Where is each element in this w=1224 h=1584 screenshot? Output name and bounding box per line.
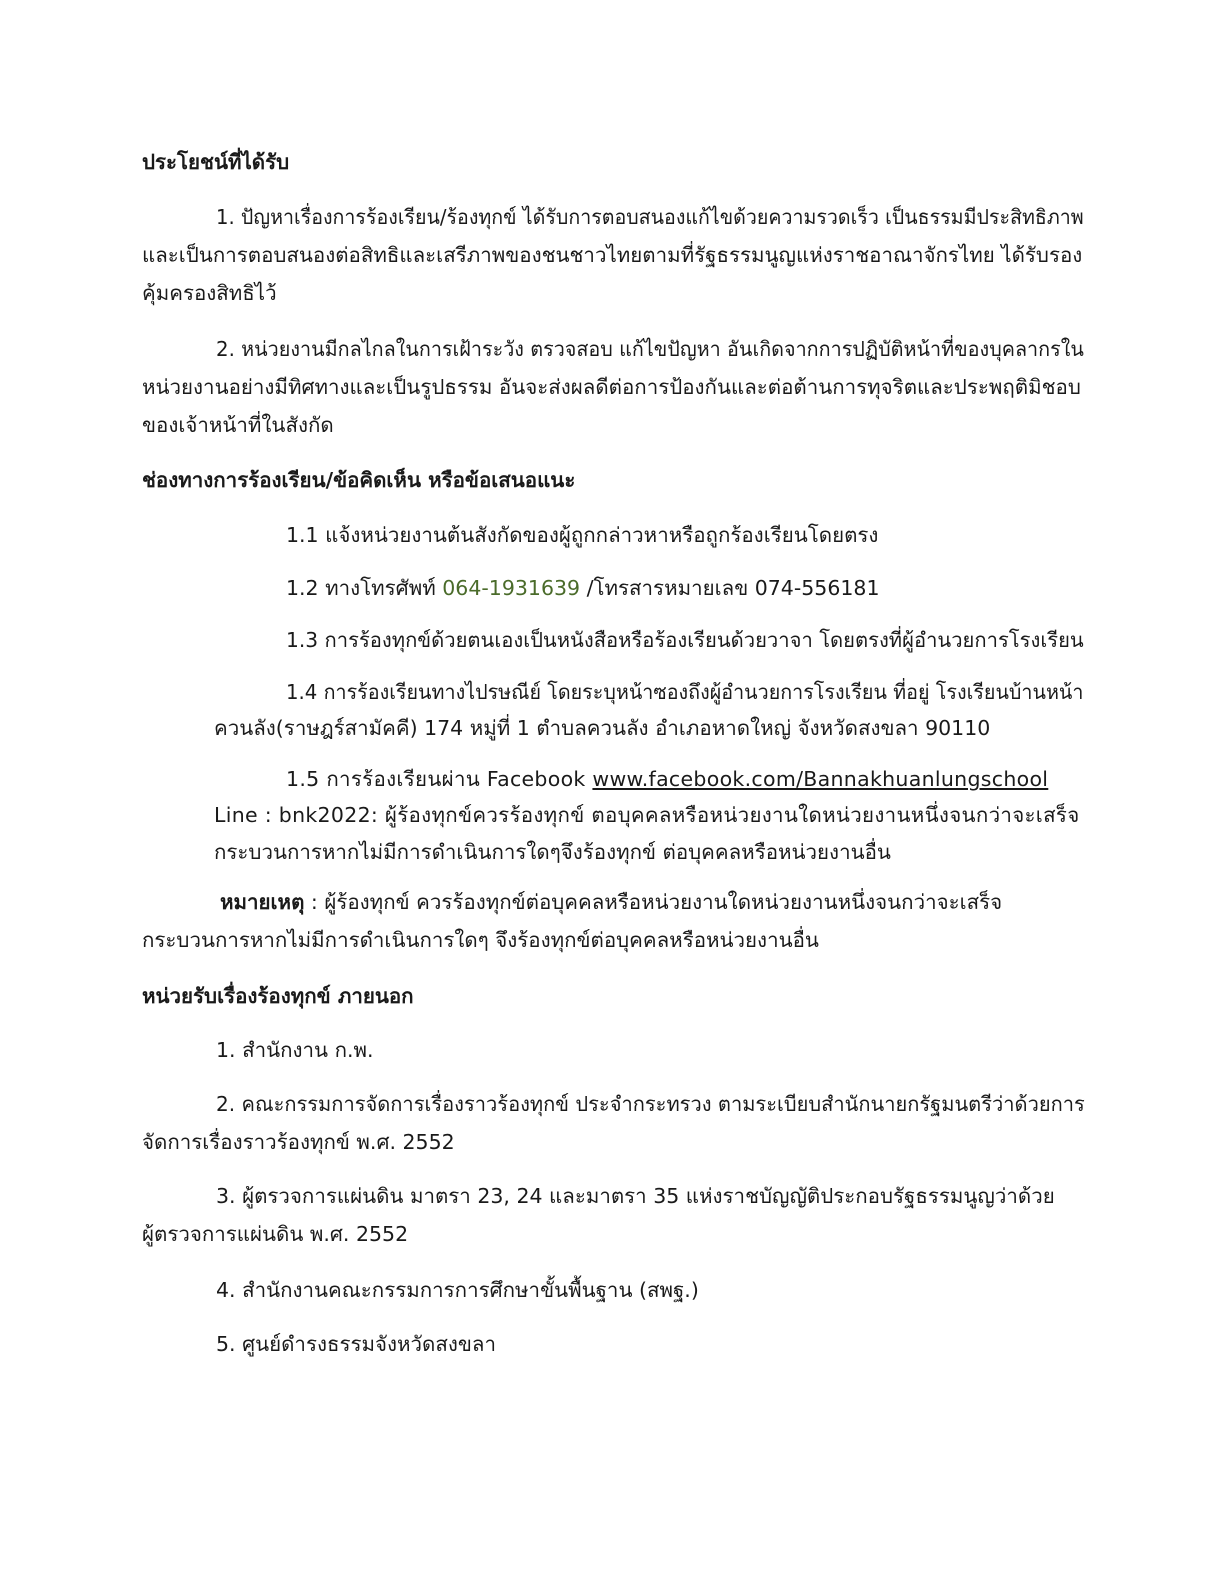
external-3-line-1: 3. ผู้ตรวจการแผ่นดิน มาตรา 23, 24 และมาตรา 35 แห่งราชบัญญัติประกอบรัฐธรรมนูญว่าด้วย bbox=[216, 1184, 1055, 1208]
channel-1-2-suffix: /โทรสารหมายเลข 074-556181 bbox=[580, 576, 880, 600]
channel-1-5-line-1 bbox=[286, 765, 1069, 793]
channel-1-5-line-3: กระบวนการหากไม่มีการดำเนินการใดๆจึงร้องทุกข์ ต่อบุคคลหรือหน่วยงานอื่น bbox=[214, 840, 891, 864]
benefits-heading: ประโยชน์ที่ได้รับ bbox=[142, 150, 290, 174]
channels-heading: ช่องทางการร้องเรียน/ข้อคิดเห็น หรือข้อเสนอแนะ bbox=[142, 468, 576, 492]
note-line-2: กระบวนการหากไม่มีการดำเนินการใดๆ จึงร้องทุกข์ต่อบุคคลหรือหน่วยงานอื่น bbox=[142, 928, 819, 952]
phone-number[interactable]: 064-1931639 bbox=[442, 576, 581, 600]
external-2-line-1: 2. คณะกรรมการจัดการเรื่องราวร้องทุกข์ ประจำกระทรวง ตามระเบียบสำนักนายกรัฐมนตรีว่าด้วยการ bbox=[216, 1092, 1085, 1116]
benefit-2-line-1: 2. หน่วยงานมีกลไกลในการเฝ้าระวัง ตรวจสอบ แก้ไขปัญหา อันเกิดจากการปฏิบัติหน้าที่ของบุคลากรใน bbox=[216, 337, 1084, 361]
note-line-1 bbox=[220, 888, 1002, 916]
channel-1-2 bbox=[286, 574, 880, 602]
external-5: 5. ศูนย์ดำรงธรรมจังหวัดสงขลา bbox=[216, 1332, 496, 1356]
benefit-2-line-3: ของเจ้าหน้าที่ในสังกัด bbox=[142, 413, 334, 437]
external-1: 1. สำนักงาน ก.พ. bbox=[216, 1038, 374, 1062]
channel-1-5-line-2: Line : bnk2022: ผู้ร้องทุกข์ควรร้องทุกข์ ตอบุคคลหรือหน่วยงานใดหน่วยงานหนึ่งจนกว่าจะเสร็จ bbox=[214, 803, 1080, 827]
channel-1-4-line-2: ควนลัง(ราษฎร์สามัคคี) 174 หมู่ที่ 1 ตำบลควนลัง อำเภอหาดใหญ่ จังหวัดสงขลา 90110 bbox=[214, 716, 991, 740]
channel-1-1: 1.1 แจ้งหน่วยงานต้นสังกัดของผู้ถูกกล่าวหาหรือถูกร้องเรียนโดยตรง bbox=[286, 523, 879, 547]
facebook-link[interactable]: www.facebook.com/Bannakhuanlungschool bbox=[592, 767, 1049, 791]
external-4: 4. สำนักงานคณะกรรมการการศึกษาขั้นพื้นฐาน (สพฐ.) bbox=[216, 1278, 699, 1302]
benefit-1-line-2: และเป็นการตอบสนองต่อสิทธิและเสรีภาพของชนชาวไทยตามที่รัฐธรรมนูญแห่งราชอาณาจักรไทย ได้รับรอง bbox=[142, 243, 1083, 267]
channel-1-2-prefix: 1.2 ทางโทรศัพท์ bbox=[286, 576, 443, 600]
channel-1-4-line-1: 1.4 การร้องเรียนทางไปรษณีย์ โดยระบุหน้าซองถึงผู้อำนวยการโรงเรียน ที่อยู่ โรงเรียนบ้านหน้า bbox=[286, 680, 1084, 704]
external-3-line-2: ผู้ตรวจการแผ่นดิน พ.ศ. 2552 bbox=[142, 1222, 409, 1246]
note-label: หมายเหตุ bbox=[220, 890, 305, 914]
channel-1-5-prefix: 1.5 การร้องเรียนผ่าน Facebook bbox=[286, 767, 593, 791]
benefit-1-line-3: คุ้มครองสิทธิไว้ bbox=[142, 281, 277, 305]
note-text: : ผู้ร้องทุกข์ ควรร้องทุกข์ต่อบุคคลหรือหน่วยงานใดหน่วยงานหนึ่งจนกว่าจะเสร็จ bbox=[304, 890, 1003, 914]
external-2-line-2: จัดการเรื่องราวร้องทุกข์ พ.ศ. 2552 bbox=[142, 1130, 455, 1154]
channel-1-3: 1.3 การร้องทุกข์ด้วยตนเองเป็นหนังสือหรือร้องเรียนด้วยวาจา โดยตรงที่ผู้อำนวยการโรงเรียน bbox=[286, 628, 1084, 652]
benefit-2-line-2: หน่วยงานอย่างมีทิศทางและเป็นรูปธรรม อันจะส่งผลดีต่อการป้องกันและต่อต้านการทุจริตและประพฤติมิชอบ bbox=[142, 375, 1081, 399]
benefit-1-line-1: 1. ปัญหาเรื่องการร้องเรียน/ร้องทุกข์ ได้รับการตอบสนองแก้ไขด้วยความรวดเร็ว เป็นธรรมมีประสิทธิภาพ bbox=[216, 205, 1084, 229]
external-heading: หน่วยรับเรื่องร้องทุกข์ ภายนอก bbox=[142, 984, 414, 1008]
